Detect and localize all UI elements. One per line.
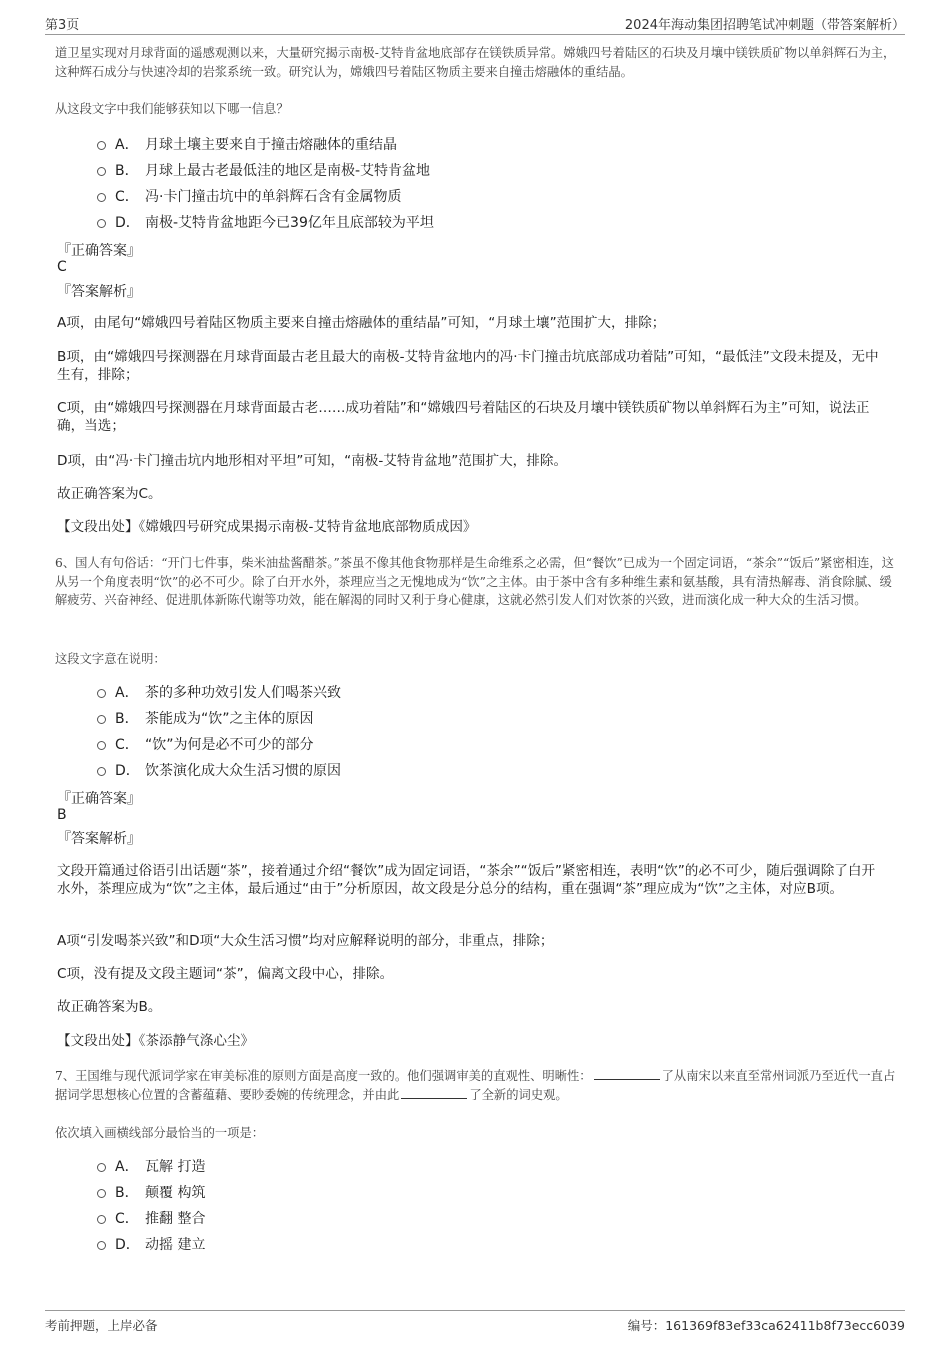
q6-option-d[interactable]: D． 饮茶演化成大众生活习惯的原因 (97, 759, 341, 781)
q6-prompt: 这段文字意在说明： (55, 652, 166, 666)
q5-explanation-a: A项，由尾句“嫦娥四号着陆区物质主要来自撞击熔融体的重结晶”可知，“月球土壤”范围扩大，排除； (57, 315, 666, 331)
q7-prompt: 依次填入画横线部分最恰当的一项是： (55, 1126, 265, 1140)
radio-icon[interactable] (97, 167, 106, 176)
q6-analysis-label: 『答案解析』 (57, 831, 141, 847)
radio-icon[interactable] (97, 141, 106, 150)
q5-answer-label: 『正确答案』 (57, 243, 141, 259)
radio-icon[interactable] (97, 1215, 106, 1224)
page-footer (45, 1310, 905, 1335)
fill-blank-1[interactable] (594, 1069, 660, 1080)
q7-passage: 7、王国维与现代派词学家在审美标准的原则方面是高度一致的。他们强调审美的直观性、明晰性： 了从南宋以来直至常州词派乃至近代一直占据词学思想核心位置的含蓄蕴藉、要眇委婉的传统理念，并由此 了全新的词史观。 (55, 1069, 896, 1102)
option-text: 月球上最古老最低洼的地区是南极-艾特肯盆地 (145, 163, 431, 179)
option-text: “饮”为何是必不可少的部分 (145, 737, 314, 753)
q5-option-a[interactable]: A． 月球土壤主要来自于撞击熔融体的重结晶 (97, 133, 397, 155)
radio-icon[interactable] (97, 1163, 106, 1172)
q6-source: 【文段出处】《茶添静气涤心尘》 (57, 1033, 255, 1049)
q5-answer: C (57, 259, 67, 275)
page-header (45, 14, 905, 35)
q6-conclusion: 故正确答案为B。 (57, 999, 162, 1015)
radio-icon[interactable] (97, 741, 106, 750)
q5-analysis-label: 『答案解析』 (57, 284, 141, 300)
radio-icon[interactable] (97, 1189, 106, 1198)
option-text: 茶的多种功效引发人们喝茶兴致 (145, 685, 341, 701)
q7-option-d[interactable]: D． 动摇 建立 (97, 1233, 205, 1255)
option-text: 月球土壤主要来自于撞击熔融体的重结晶 (145, 137, 397, 153)
q5-option-d[interactable]: D． 南极-艾特肯盆地距今已39亿年且底部较为平坦 (97, 211, 434, 233)
footer-serial: 编号：161369f83ef33ca62411b8f73ecc6039 (627, 1318, 905, 1333)
q7-option-a[interactable]: A． 瓦解 打造 (97, 1155, 205, 1177)
q5-prompt: 从这段文字中我们能够获知以下哪一信息？ (55, 102, 289, 116)
option-text: 南极-艾特肯盆地距今已39亿年且底部较为平坦 (145, 215, 434, 231)
q5-explanation-b: B项，由“嫦娥四号探测器在月球背面最古老且最大的南极-艾特肯盆地内的冯·卡门撞击坑底部成功着陆”可知，“最低洼”文段未提及，无中生有，排除； (57, 349, 879, 383)
radio-icon[interactable] (97, 767, 106, 776)
q6-explanation-ad: A项“引发喝茶兴致”和D项“大众生活习惯”均对应解释说明的部分，非重点，排除； (57, 933, 554, 949)
radio-icon[interactable] (97, 715, 106, 724)
option-text: 饮茶演化成大众生活习惯的原因 (145, 763, 341, 779)
radio-icon[interactable] (97, 219, 106, 228)
q6-explanation-main: 文段开篇通过俗语引出话题“茶”，接着通过介绍“餐饮”成为固定词语，“茶余”“饭后”紧密相连，表明“饮”的必不可少，随后强调除了白开水外，茶理应成为“饮”之主体，最后通过“由于”分析原因，故文段是分总分的结构，重在强调“茶”理应成为“饮”之主体，对应B项。 (57, 863, 876, 897)
option-text: 动摇 建立 (145, 1237, 206, 1253)
q5-explanation-c: C项，由“嫦娥四号探测器在月球背面最古老……成功着陆”和“嫦娥四号着陆区的石块及月壤中镁铁质矿物以单斜辉石为主”可知，说法正确，当选； (57, 400, 870, 434)
document-title: 2024年海动集团招聘笔试冲刺题（带答案解析） (624, 18, 905, 33)
fill-blank-2[interactable] (401, 1088, 467, 1099)
q6-explanation-c: C项，没有提及文段主题词“茶”，偏离文段中心，排除。 (57, 966, 394, 982)
q6-passage: 6、国人有句俗话：“开门七件事，柴米油盐酱醋茶。”茶虽不像其他食物那样是生命维系之必需，但“餐饮”已成为一个固定词语，“茶余”“饭后”紧密相连，这从另一个角度表明“饮”的必不可少。除了白开水外，茶理应当之无愧地成为“饮”之主体。由于茶中含有多种维生素和氨基酸，具有清热解毒、消食除腻、缓解疲劳、兴奋神经、促进肌体新陈代谢等功效，能在解渴的同时又利于身心健康，这就必然引发人们对饮茶的兴致，进而演化成一种大众的生活习惯。 (55, 556, 894, 608)
option-text: 推翻 整合 (145, 1211, 206, 1227)
q5-explanation-d: D项，由“冯·卡门撞击坑内地形相对平坦”可知，“南极-艾特肯盆地”范围扩大，排除。 (57, 453, 568, 469)
q5-conclusion: 故正确答案为C。 (57, 486, 162, 502)
radio-icon[interactable] (97, 193, 106, 202)
option-text: 颠覆 构筑 (145, 1185, 206, 1201)
q6-answer-label: 『正确答案』 (57, 791, 141, 807)
q6-answer: B (57, 807, 67, 823)
q5-passage: 道卫星实现对月球背面的遥感观测以来，大量研究揭示南极-艾特肯盆地底部存在镁铁质异常。嫦娥四号着陆区的石块及月壤中镁铁质矿物以单斜辉石为主，这种辉石成分与快速冷却的岩浆系统一致。研究认为，嫦娥四号着陆区物质主要来自撞击熔融体的重结晶。 (55, 46, 896, 79)
q7-option-b[interactable]: B． 颠覆 构筑 (97, 1181, 205, 1203)
q6-option-c[interactable]: C． “饮”为何是必不可少的部分 (97, 733, 314, 755)
option-text: 茶能成为“饮”之主体的原因 (145, 711, 314, 727)
option-text: 冯·卡门撞击坑中的单斜辉石含有金属物质 (145, 189, 402, 205)
q5-source: 【文段出处】《嫦娥四号研究成果揭示南极-艾特肯盆地底部物质成因》 (57, 519, 477, 535)
q6-option-a[interactable]: A． 茶的多种功效引发人们喝茶兴致 (97, 681, 341, 703)
q5-option-b[interactable]: B． 月球上最古老最低洼的地区是南极-艾特肯盆地 (97, 159, 430, 181)
radio-icon[interactable] (97, 1241, 106, 1250)
q6-option-b[interactable]: B． 茶能成为“饮”之主体的原因 (97, 707, 314, 729)
q7-option-c[interactable]: C． 推翻 整合 (97, 1207, 205, 1229)
page-number: 第3页 (45, 18, 80, 33)
radio-icon[interactable] (97, 689, 106, 698)
option-text: 瓦解 打造 (145, 1159, 206, 1175)
footer-slogan: 考前押题，上岸必备 (45, 1318, 158, 1333)
q5-option-c[interactable]: C． 冯·卡门撞击坑中的单斜辉石含有金属物质 (97, 185, 401, 207)
